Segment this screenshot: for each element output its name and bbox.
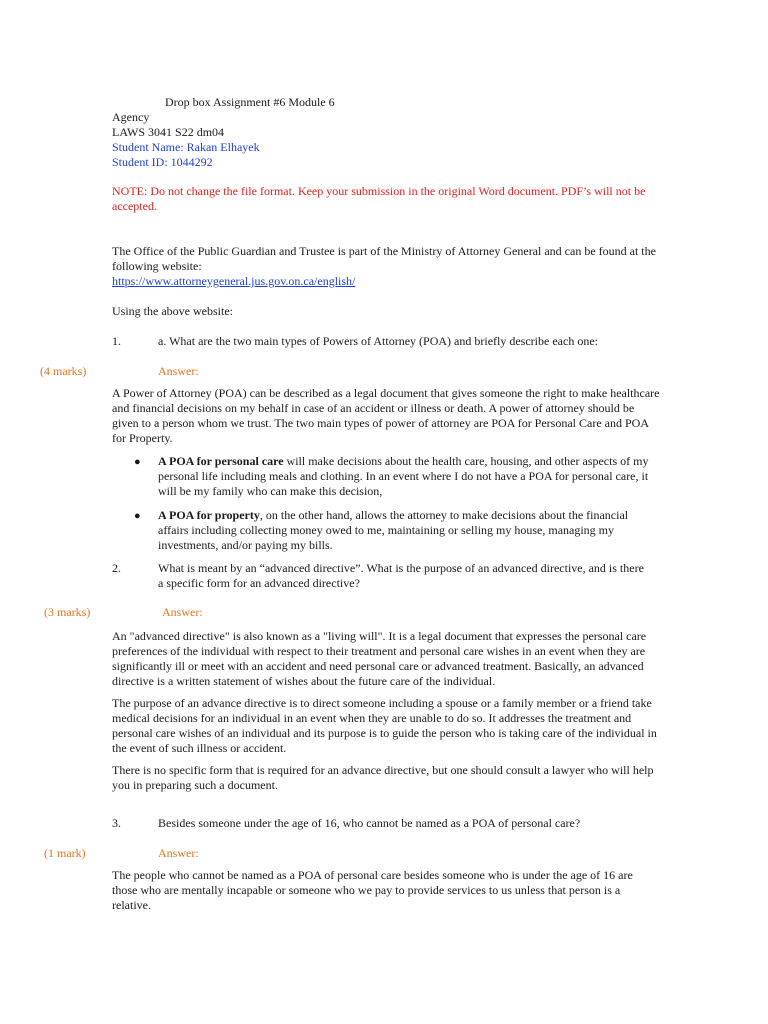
ministry-website-link[interactable]: https://www.attorneygeneral.jus.gov.on.ca/english/: [112, 274, 356, 288]
q3-answer-paragraph: The people who cannot be named as a POA of personal care besides someone who is under the age of 16 are those who are mentally incapable or someone who we pay to provide services to us unless that person is a relative.: [112, 868, 633, 912]
using-website-line: Using the above website:: [112, 304, 233, 318]
bullet-bold-term: A POA for personal care: [158, 454, 284, 468]
q3-question: Besides someone under the age of 16, who cannot be named as a POA of personal care?: [158, 816, 581, 830]
q1-bullet-property: [158, 508, 658, 553]
q2-answer-paragraph-1: An "advanced directive" is also known as a "living will". It is a legal document that expresses the personal care preferences of the individual with respect to their treatment and personal care wishes in an event when they are significantly ill or meet with an accident and need personal care or advanced treatment. Basically, an advanced directive is a written statement of wishes about the future care of the individual.: [112, 629, 647, 688]
q1-question: a. What are the two main types of Powers of Attorney (POA) and briefly describe each one:: [158, 334, 598, 348]
q2-marks: (3 marks): [44, 605, 91, 619]
bullet-text: , on the other hand, allows the attorney to make decisions about the financial affairs including collecting money owed to me, maintaining or selling my house, managing my investments, and/or paying my bills.: [158, 508, 629, 552]
q2-answer-paragraph-2: The purpose of an advance directive is to direct someone including a spouse or a family member or a friend take medical decisions for an individual in an event when they are unable to do so. It addresses the treatment and personal care wishes of an individual and its purpose is to guide the person who is taking care of the individual in the event of such illness or accident.: [112, 696, 657, 755]
q1-answer-paragraph: A Power of Attorney (POA) can be described as a legal document that gives someone the right to make healthcare and financial decisions on my behalf in case of an accident or illness or death. A power of attorney should be given to a person whom we trust. The two main types of power of attorney are POA for Personal Care and POA for Property.: [112, 386, 660, 445]
subject-line: Agency: [112, 110, 150, 124]
format-note: NOTE: Do not change the file format. Keep your submission in the original Word document. PDF’s will not be accepted.: [112, 184, 646, 213]
q1-answer-label: Answer:: [158, 364, 199, 378]
q3-number: 3.: [112, 816, 121, 830]
q3-marks: (1 mark): [44, 846, 86, 860]
q2-question: What is meant by an “advanced directive”. What is the purpose of an advanced directive, and is there a specific form for an advanced directive?: [158, 561, 644, 590]
assignment-title: Drop box Assignment #6 Module 6: [165, 95, 335, 109]
q1-marks: (4 marks): [40, 364, 87, 378]
intro-paragraph: The Office of the Public Guardian and Trustee is part of the Ministry of Attorney General and can be found at the following website:: [112, 244, 656, 273]
student-name: Student Name: Rakan Elhayek: [112, 140, 260, 154]
q3-answer-label: Answer:: [158, 846, 199, 860]
q1-bullet-personal-care: [158, 454, 658, 499]
bullet-text: will make decisions about the health care, housing, and other aspects of my personal life including meals and clothing. In an event where I do not have a POA for personal care, it will be my family who can make this decision,: [158, 454, 649, 498]
q2-answer-paragraph-3: There is no specific form that is required for an advance directive, but one should consult a lawyer who will help you in preparing such a document.: [112, 763, 654, 792]
course-code: LAWS 3041 S22 dm04: [112, 125, 225, 139]
q2-answer-label: Answer:: [162, 605, 203, 619]
bullet-bold-term: A POA for property: [158, 508, 260, 522]
bullet-icon: ●: [134, 456, 141, 468]
student-id: Student ID: 1044292: [112, 155, 213, 169]
q1-number: 1.: [112, 334, 121, 348]
q2-number: 2.: [112, 561, 121, 575]
bullet-icon: ●: [134, 510, 141, 522]
